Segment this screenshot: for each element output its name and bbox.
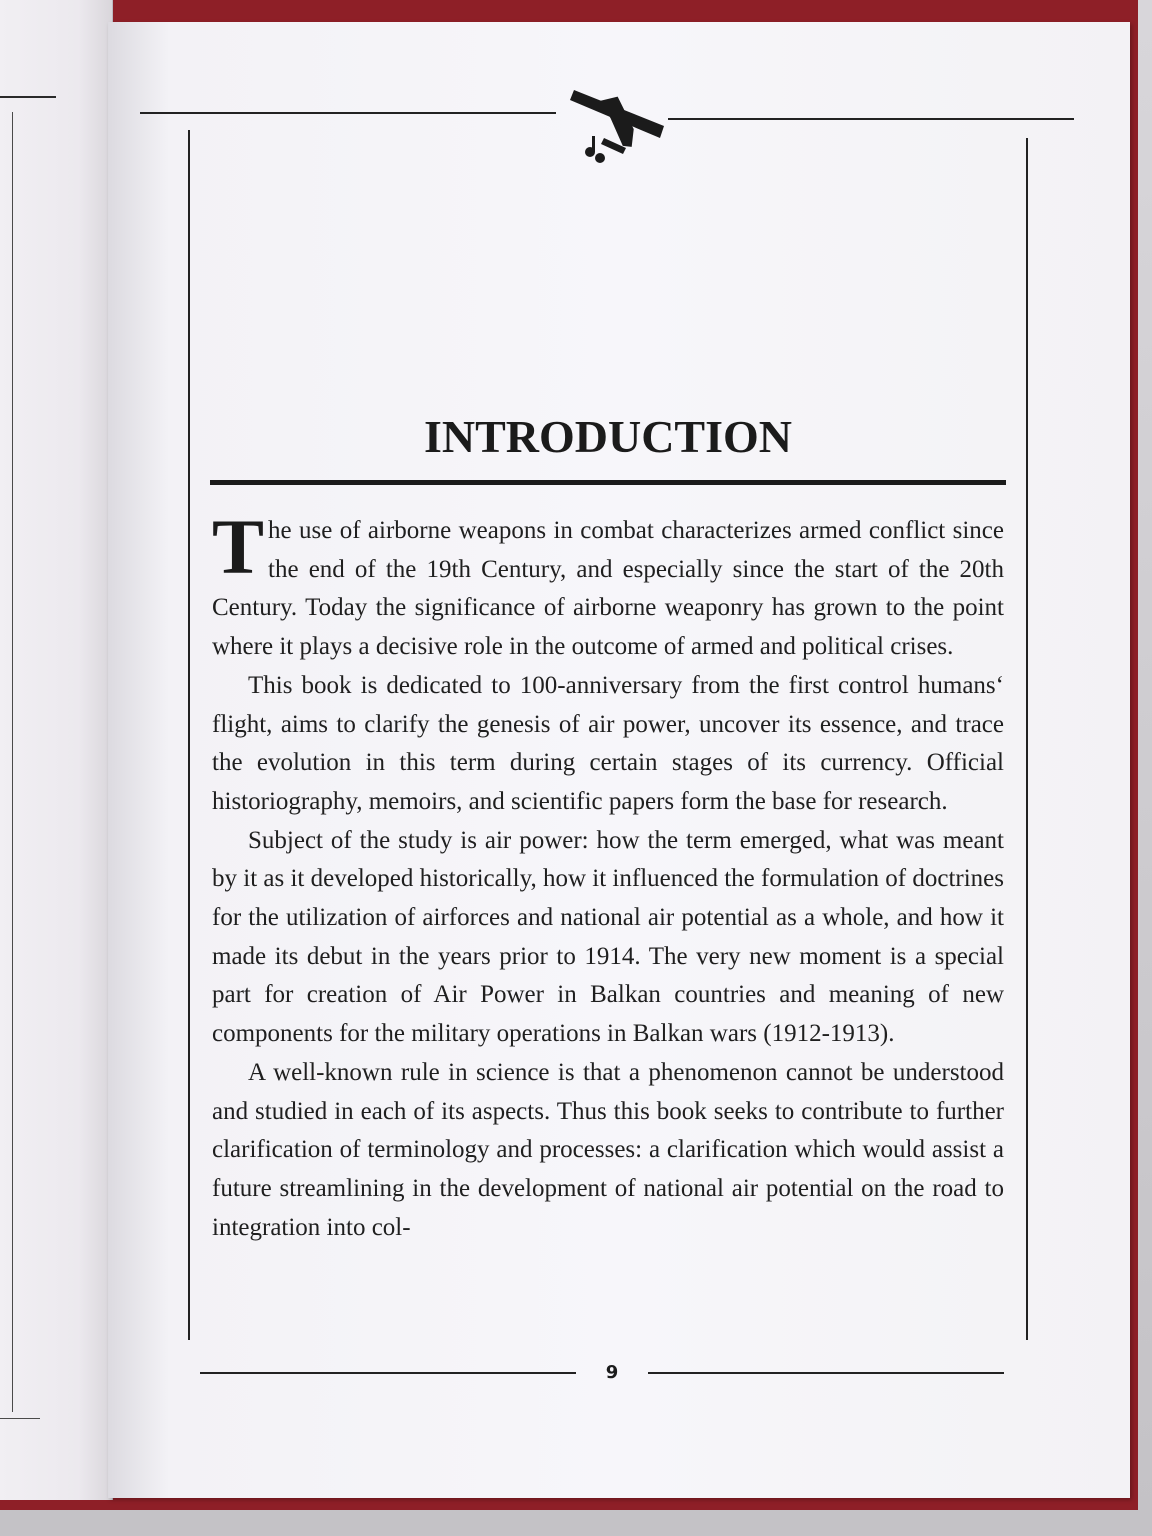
frame-right [1026,138,1028,1340]
left-page-rule [0,96,56,98]
body-text [212,503,1004,1247]
paragraph-2: This book is dedicated to 100-anniversary from the first control humans‘ flight, aims to clarify the genesis of air power, uncover its essence, and trace the evolution in this term during certain stages of its currency. Official historiography, memoirs, and scientific papers form the base for research. [212,671,1004,815]
top-rule-right [668,118,1074,120]
airplane-icon [568,76,678,166]
paragraph-4: A well-known rule in science is that a phenomenon cannot be understood and studied in each of its aspects. Thus this book seeks to contribute to further clarification of terminology and processes: a clarification which would assist a future streamlining in the development of national air potential on the road to integration into col- [212,1058,1004,1241]
paragraph-1-text: he use of airborne weapons in combat characterizes armed conflict since the end of the 19th Century, and especially since the start of the 20th Century. Today the significance of airborne weaponry has grown to the point where it plays a decisive role in the outcome of armed and political crises. [212,517,1004,661]
left-page-edge [0,0,113,1500]
paragraph-1 [212,503,1004,667]
left-page-bottom-rule [0,1418,40,1419]
page-title: INTRODUCTION [423,411,793,462]
page-number: 9 [605,1362,619,1383]
top-rule-left [140,112,556,114]
bottom-rule-left [200,1372,576,1374]
bottom-rule-right [648,1372,1004,1374]
title-underline [210,480,1006,485]
paragraph-3: Subject of the study is air power: how the term emerged, what was meant by it as it developed historically, how it influenced the formulation of doctrines for the utilization of airforces and national air potential as a whole, and how it made its debut in the years prior to 1914. The very new moment is a special part for creation of Air Power in Balkan countries and meaning of new components for the military operations in Balkan wars (1912-1913). [212,826,1004,1048]
frame-left [188,130,190,1340]
left-page-border [12,112,13,1412]
book-page [108,22,1130,1498]
drop-cap: T [212,503,265,590]
